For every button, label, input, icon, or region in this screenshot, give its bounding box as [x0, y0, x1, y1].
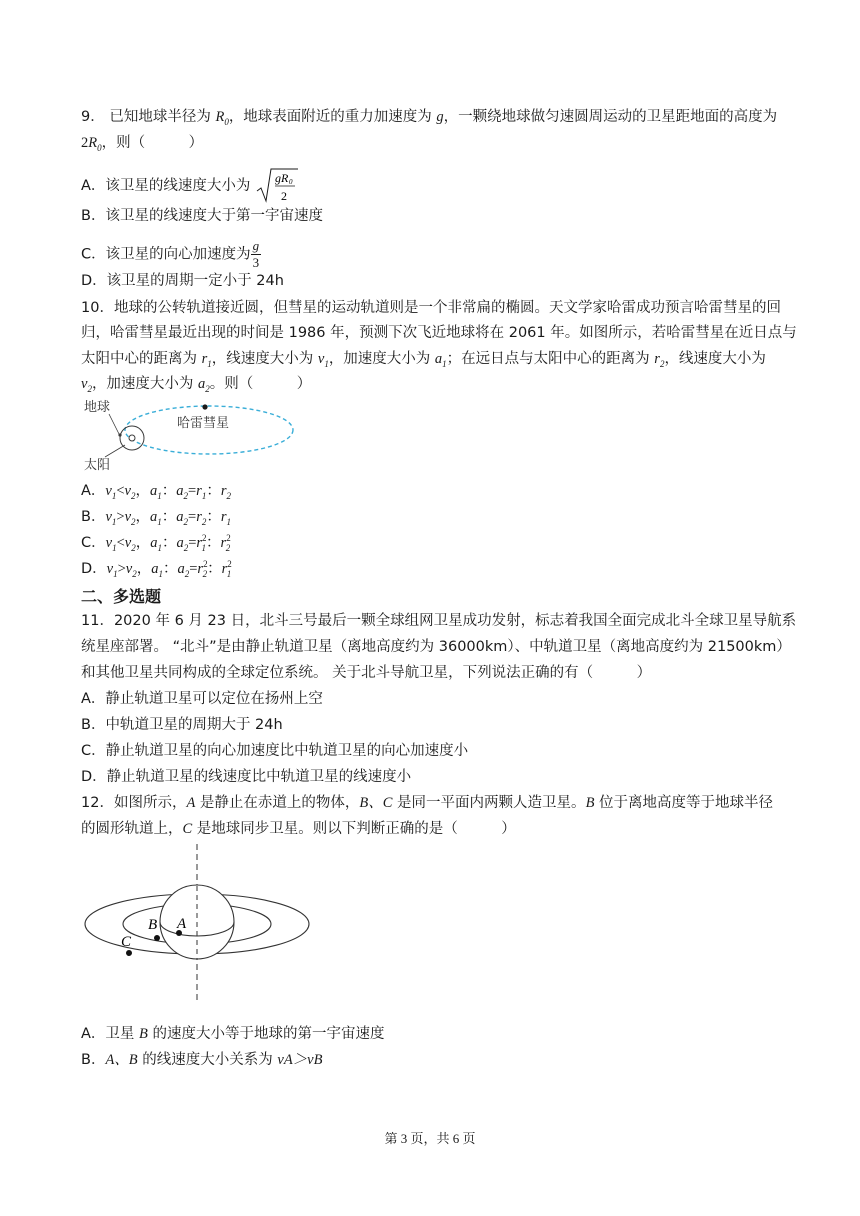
q10-stem-line2: 归，哈雷彗星最近出现的时间是 1986 年，预测下次飞近地球将在 2061 年。如图所示，若哈雷彗星在近日点与: [81, 325, 797, 341]
q9-option-b: B．该卫星的线速度大于第一宇宙速度: [81, 208, 323, 224]
q11-option-c: C．静止轨道卫星的向心加速度比中轨道卫星的向心加速度小: [81, 743, 469, 759]
q9-option-d: D．该卫星的周期一定小于 24h: [81, 273, 284, 289]
frac-a-den: 2: [281, 189, 288, 203]
page-footer: 第 3 页，共 6 页: [384, 1131, 476, 1146]
q12-option-b: B．A、B 的线速度大小关系为 vA＞vB: [81, 1052, 323, 1068]
label-earth: 地球: [84, 400, 111, 415]
q10-stem-line4: $v_2$，加速度大小为 $a_2$。则（ ）: [81, 376, 312, 394]
q11-stem-line1: 11．2020 年 6 月 23 日，北斗三号最后一颗全球组网卫星成功发射，标志着我国全面完成北斗全球卫星导航系: [81, 613, 797, 629]
q10-stem-line1: 10．地球的公转轨道接近圆，但彗星的运动轨道则是一个非常扁的椭圆。天文学家哈雷成功预言哈雷彗星的回: [81, 300, 781, 316]
label-b: B: [148, 917, 158, 933]
q9-option-a: A．该卫星的线速度大小为 gR 0 2: [81, 167, 299, 205]
point-b: [154, 935, 160, 941]
point-c: [126, 950, 132, 956]
q12-option-a: A．卫星 B 的速度大小等于地球的第一宇宙速度: [81, 1026, 385, 1042]
q10-stem-line3: 太阳中心的距离为 $r_1$，线速度大小为 $v_1$，加速度大小为 $a_1$；在远日点与太阳中心的距离为 $r_2$，线速度大小为: [81, 351, 766, 369]
label-sun: 太阳: [84, 458, 111, 473]
q11-stem-line3: 和其他卫星共同构成的全球定位系统。 关于北斗导航卫星，下列说法正确的有（ ）: [81, 665, 652, 681]
frac-a-num: gR: [275, 171, 289, 185]
sun-dot: [129, 435, 135, 441]
q10-option-b: B．$v_1>v_2$，$a_1$：$a_2=r_2$：$r_1$: [81, 509, 232, 527]
label-a: A: [177, 916, 187, 932]
q12-stem-line1: 12．如图所示，A 是静止在赤道上的物体，B、C 是同一平面内两颗人造卫星。B 位于离地高度等于地球半径: [81, 795, 774, 811]
q11-option-a: A．静止轨道卫星可以定位在扬州上空: [81, 691, 323, 707]
q9-option-c: C．该卫星的向心加速度为 $\frac{g}{3}$: [81, 238, 260, 270]
q12-stem-line2: 的圆形轨道上，C 是地球同步卫星。则以下判断正确的是（ ）: [81, 821, 516, 837]
satellite-orbit-figure: [81, 842, 321, 1002]
label-c: C: [121, 934, 132, 950]
svg-text:0: 0: [289, 178, 293, 186]
q9-stem-line2: $2R_0$，则（ ）: [81, 135, 204, 153]
q10-option-c: C．$v_1<v_2$，$a_1$：$a_2=r^2_1$：$r^2_2$: [81, 533, 231, 553]
q11-stem-line2: 统星座部署。 “北斗”是由静止轨道卫星（离地高度约为 36000km）、中轨道卫星（离地高度约为 21500km）: [81, 639, 791, 655]
sqrt-symbol: [255, 167, 299, 205]
q10-option-d: D．$v_1>v_2$，$a_1$：$a_2=r^2_2$：$r^2_1$: [81, 559, 232, 579]
q10-option-a: A．$v_1<v_2$，$a_1$：$a_2=r_1$：$r_2$: [81, 483, 231, 501]
section-heading-multiple-choice: 二、多选题: [81, 587, 162, 606]
q11-option-b: B．中轨道卫星的周期大于 24h: [81, 717, 283, 733]
q11-option-d: D．静止轨道卫星的线速度比中轨道卫星的线速度小: [81, 769, 412, 785]
label-comet: 哈雷彗星: [177, 416, 230, 431]
q9-stem-line1: 9． 已知地球半径为 $R_0$，地球表面附近的重力加速度为 g，一颗绕地球做匀速圆周运动的卫星距地面的高度为: [81, 109, 778, 127]
comet-dot: [202, 404, 207, 409]
comet-orbit-figure: [81, 397, 301, 473]
frac-g-3: $\frac{g}{3}$: [252, 238, 260, 270]
